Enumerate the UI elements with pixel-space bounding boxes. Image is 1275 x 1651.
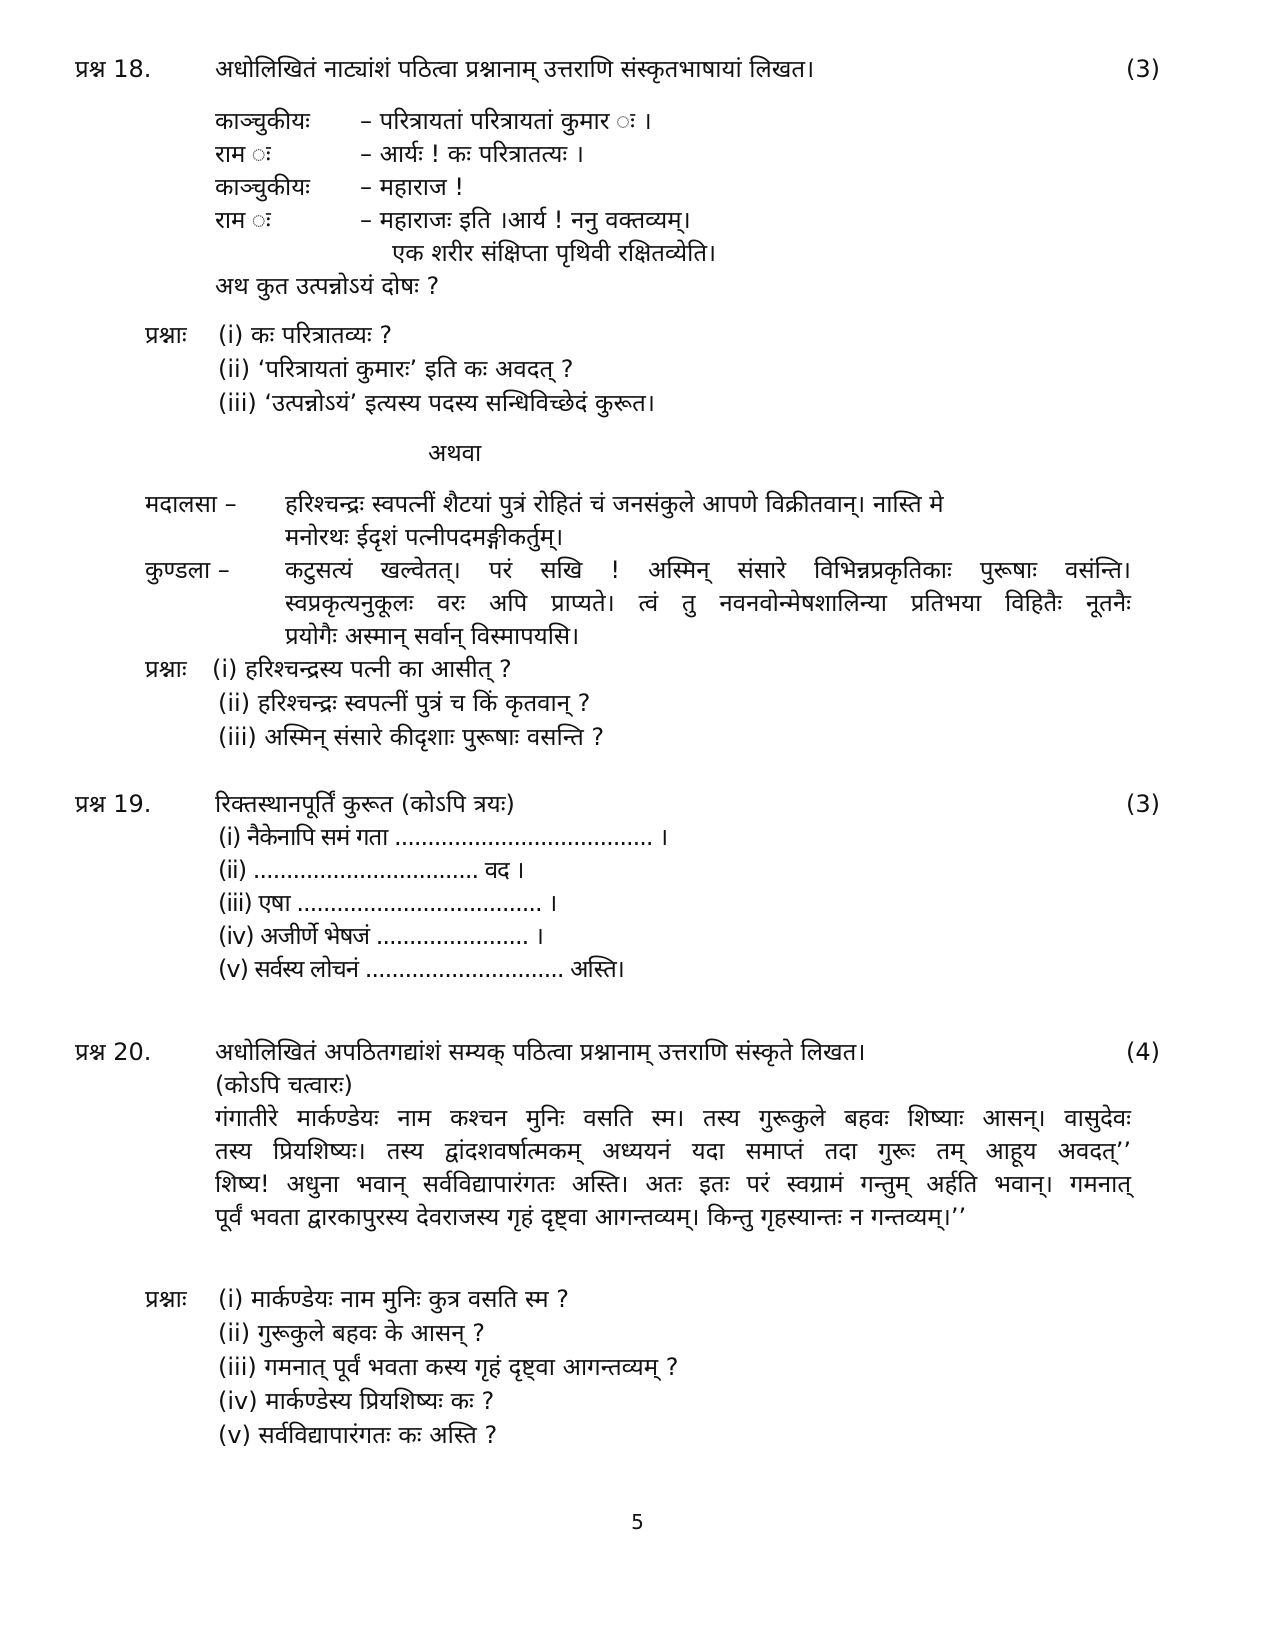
- q20-passage-line-3: शिष्य! अधुना भवान् सर्वविद्यापारंगतः अस्ति। अतः इतः परं स्वग्रामं गन्तुम् अर्हति भवान्। गमनात्: [215, 1170, 1131, 1198]
- alt-kundala-line-2: स्वप्रकृत्यनुकूलः वरः अपि प्राप्यते। त्वं तु नवनवोन्मेषशालिन्या प्रतिभया विहितैः नूतनैः: [285, 589, 1131, 617]
- q19-item-2: (ii) .................................. वद ।: [218, 856, 524, 884]
- q20-passage-line-2: तस्य प्रियशिष्यः। तस्य द्वांदशवर्षात्मकम् अध्ययनं यदा समाप्तं तदा गुरूः तम् आहूय अवदत्’’: [215, 1137, 1131, 1165]
- q18-instruction: अधोलिखितं नाट्यांशं पठित्वा प्रश्नानाम् उत्तराणि संस्कृतभाषायां लिखत।: [215, 55, 815, 83]
- q18-speaker-2: राम ः: [215, 140, 271, 168]
- or-divider: अथवा: [428, 439, 482, 467]
- alt-speaker-kundala: कुण्डला –: [145, 556, 230, 584]
- alt-kundala-line-1: कटुसत्यं खल्वेतत्। परं सखि ! अस्मिन् संसारे विभिन्नप्रकृतिकाः पुरूषाः वसंन्ति।: [285, 556, 1131, 584]
- q18-line-4: – महाराजः इति ।आर्य ! ननु वक्तव्यम्।: [360, 206, 691, 234]
- q19-item-3: (iii) एषा ..................................... ।: [218, 889, 557, 917]
- q18-question-3: (iii) ‘उत्पन्नोऽयं’ इत्यस्य पदस्य सन्धिविच्छेदं कुरूत।: [218, 389, 655, 417]
- q20-passage-line-1: गंगातीरे मार्कण्डेयः नाम कश्चन मुनिः वसति स्म। तस्य गुरूकुले बहवः शिष्याः आसन्। वासुदेवः: [215, 1104, 1131, 1132]
- alt-madalasa-line-2: मनोरथः ईदृशं पत्नीपदमङ्गीकर्तुम्।: [285, 523, 564, 551]
- q20-question-5: (v) सर्वविद्यापारंगतः कः अस्ति ?: [218, 1421, 498, 1449]
- q18-closing: अथ कुत उत्पन्नोऽयं दोषः ?: [215, 272, 440, 300]
- q19-item-4: (iv) अजीर्णे भेषजं ....................... ।: [218, 922, 543, 950]
- alt-madalasa-line-1: हरिश्चन्द्रः स्वपत्नीं शैटयां पुत्रं रोहितं चं जनसंकुले आपणे विक्रीतवान्। नास्ति मे: [285, 490, 944, 518]
- q19-marks: (3): [1126, 790, 1160, 818]
- q20-note: (कोऽपि चत्वारः): [215, 1071, 353, 1099]
- alt-question-1: (i) हरिश्चन्द्रस्य पत्नी का आसीत् ?: [212, 655, 512, 683]
- q18-speaker-3: काञ्चुकीयः: [215, 173, 310, 201]
- q18-marks: (3): [1126, 55, 1160, 83]
- q20-number: प्रश्न 20.: [75, 1038, 152, 1066]
- q19-instruction: रिक्तस्थानपूर्तिं कुरूत (कोऽपि त्रयः): [215, 790, 515, 818]
- alt-question-2: (ii) हरिश्चन्द्रः स्वपत्नीं पुत्रं च किं कृतवान् ?: [218, 689, 591, 717]
- q20-question-2: (ii) गुरूकुले बहवः के आसन् ?: [218, 1319, 485, 1347]
- q18-questions-label: प्रश्नाः: [145, 321, 187, 349]
- q20-passage-line-4: पूर्वं भवता द्वारकापुरस्य देवराजस्य गृहं दृष्ट्वा आगन्तव्यम्। किन्तु गृहस्यान्तः न गन्तव्यम्।’’: [215, 1203, 967, 1231]
- page-number: 5: [631, 1510, 644, 1534]
- q18-question-2: (ii) ‘परित्रायतां कुमारः’ इति कः अवदत् ?: [218, 355, 574, 383]
- q18-speaker-1: काञ्चुकीयः: [215, 107, 310, 135]
- q20-question-1: (i) मार्कण्डेयः नाम मुनिः कुत्र वसति स्म ?: [218, 1285, 569, 1313]
- q18-line-1: – परित्रायतां परित्रायतां कुमार ः ।: [360, 107, 652, 135]
- alt-question-3: (iii) अस्मिन् संसारे कीदृशाः पुरूषाः वसन्ति ?: [218, 723, 605, 751]
- alt-speaker-madalasa: मदालसा –: [145, 490, 237, 518]
- q19-number: प्रश्न 19.: [75, 790, 152, 818]
- alt-kundala-line-3: प्रयोगैः अस्मान् सर्वान् विस्मापयसि।: [285, 622, 580, 650]
- q20-instruction: अधोलिखितं अपठितगद्यांशं सम्यक् पठित्वा प्रश्नानाम् उत्तराणि संस्कृते लिखत।: [215, 1038, 866, 1066]
- q20-question-4: (iv) मार्कण्डेस्य प्रियशिष्यः कः ?: [218, 1387, 495, 1415]
- q20-marks: (4): [1126, 1038, 1160, 1066]
- q20-questions-label: प्रश्नाः: [145, 1285, 187, 1313]
- q19-item-5: (v) सर्वस्य लोचनं .............................. अस्ति।: [218, 955, 624, 983]
- q18-line-2: – आर्यः ! कः परित्रातत्यः ।: [360, 140, 584, 168]
- q19-item-1: (i) नैकेनापि समं गता ....................................... ।: [218, 823, 668, 851]
- alt-questions-label: प्रश्नाः: [145, 655, 187, 683]
- q18-question-1: (i) कः परित्रातव्यः ?: [218, 321, 393, 349]
- q18-line-4-cont: एक शरीर संक्षिप्ता पृथिवी रक्षितव्येति।: [392, 239, 717, 267]
- q18-speaker-4: राम ः: [215, 206, 271, 234]
- q20-question-3: (iii) गमनात् पूर्वं भवता कस्य गृहं दृष्ट्वा आगन्तव्यम् ?: [218, 1353, 679, 1381]
- q18-line-3: – महाराज !: [360, 173, 465, 201]
- q18-number: प्रश्न 18.: [75, 55, 152, 83]
